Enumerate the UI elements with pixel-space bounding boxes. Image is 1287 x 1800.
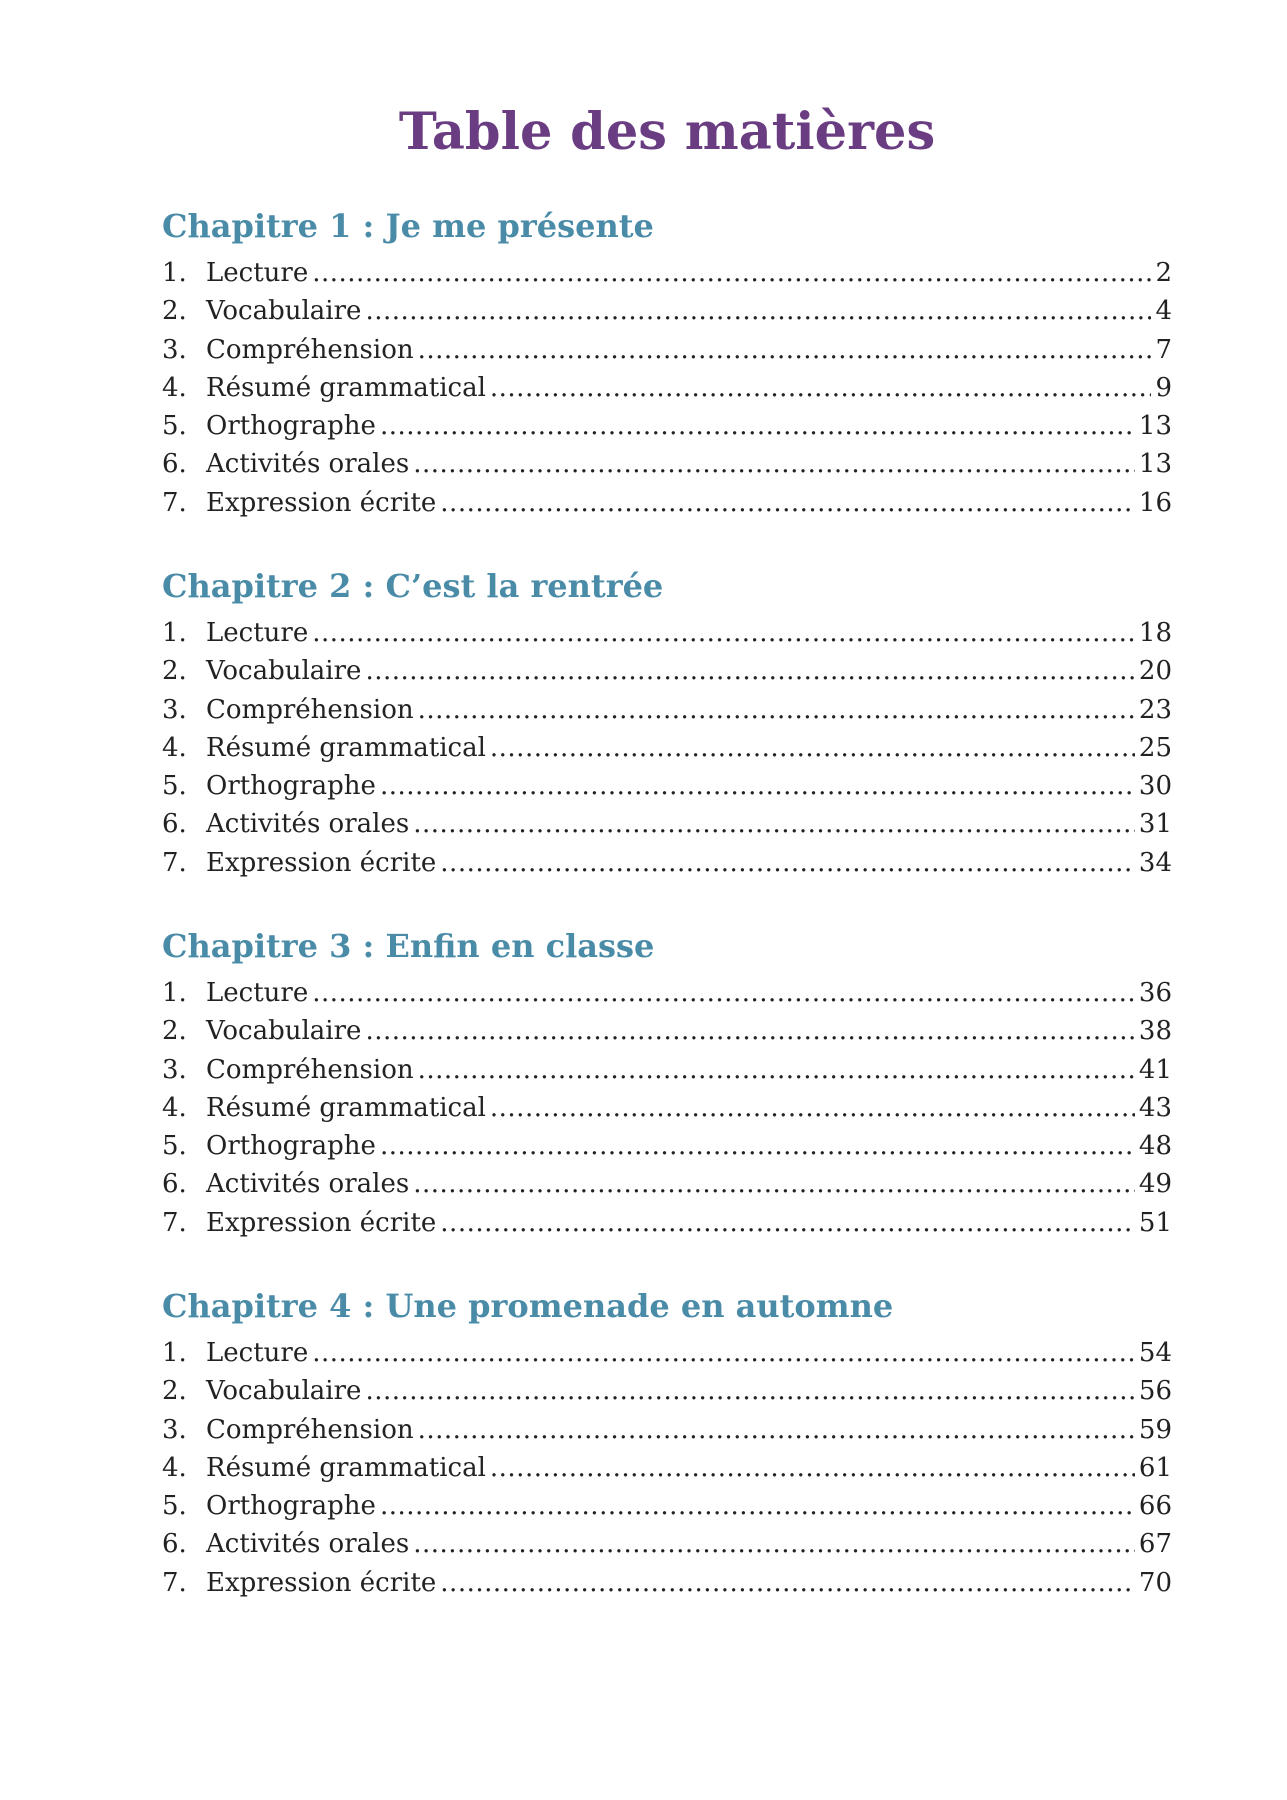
toc-entry-label[interactable]: Expression écrite [206,847,437,878]
dot-leader [380,1487,1135,1525]
toc-entry-page[interactable]: 49 [1138,1169,1172,1200]
toc-entry-label[interactable]: Compréhension [206,1054,414,1085]
dot-leader [413,805,1135,843]
toc-list [162,1334,1172,1602]
toc-entry[interactable] [162,1564,1172,1602]
toc-entry-label[interactable]: Activités orales [206,1169,410,1200]
toc-list [162,254,1172,522]
toc-entry[interactable] [162,1204,1172,1242]
dot-leader [365,292,1151,330]
toc-entry-number: 2. [162,296,187,327]
toc-entry[interactable] [162,974,1172,1012]
toc-entry-label[interactable]: Activités orales [206,809,410,840]
dot-leader [380,407,1135,445]
dot-leader [418,331,1152,369]
toc-entry-page[interactable]: 51 [1138,1207,1172,1238]
dot-leader [312,614,1135,652]
toc-entry-page[interactable]: 30 [1138,771,1172,802]
dot-leader [413,445,1135,483]
dot-leader [365,1372,1134,1410]
toc-entry-number: 4. [162,732,187,763]
toc-entry-page[interactable]: 54 [1138,1338,1172,1368]
toc-entry[interactable] [162,1525,1172,1563]
toc-entry-page[interactable]: 41 [1138,1054,1172,1085]
toc-entry-number: 6. [162,1529,187,1560]
toc-entry-page[interactable]: 61 [1138,1452,1172,1483]
toc-entry-number: 4. [162,1092,187,1123]
toc-entry-label[interactable]: Résumé grammatical [206,1452,486,1483]
toc-entry-number: 2. [162,1376,187,1407]
dot-leader [490,1449,1135,1487]
toc-entry-number: 3. [162,1054,187,1085]
toc-entry-page[interactable]: 25 [1138,732,1172,763]
chapter-title[interactable]: Chapitre 2 : C’est la rentrée [162,567,664,605]
toc-entry-number: 7. [162,1567,187,1598]
toc-entry-page[interactable]: 36 [1138,978,1172,1008]
toc-entry-label[interactable]: Expression écrite [206,487,437,518]
toc-entry-number: 6. [162,449,187,480]
toc-entry[interactable] [162,767,1172,805]
toc-entry-number: 2. [162,656,187,687]
toc-entry[interactable] [162,407,1172,445]
toc-entry-label[interactable]: Expression écrite [206,1567,437,1598]
toc-entry[interactable] [162,614,1172,652]
toc-entry-page[interactable]: 20 [1138,656,1172,687]
toc-list [162,974,1172,1242]
toc-entry[interactable] [162,1089,1172,1127]
toc-entry[interactable] [162,1334,1172,1372]
toc-entry-label[interactable]: Compréhension [206,694,414,725]
toc-entry-page[interactable]: 67 [1138,1529,1172,1560]
toc-entry-label[interactable]: Vocabulaire [206,656,362,687]
toc-entry-number: 3. [162,334,187,365]
toc-list [162,614,1172,882]
toc-entry[interactable] [162,1012,1172,1050]
toc-entry-page[interactable]: 16 [1138,487,1172,518]
toc-entry[interactable] [162,1411,1172,1449]
toc-entry-page[interactable]: 7 [1155,334,1172,365]
toc-entry-label[interactable]: Lecture [206,1338,309,1368]
toc-entry-label[interactable]: Vocabulaire [206,1376,362,1407]
chapter-1 [162,202,1172,522]
dot-leader [418,691,1135,729]
toc-entry-label[interactable]: Activités orales [206,449,410,480]
toc-entry-number: 3. [162,694,187,725]
dot-leader [440,1204,1135,1242]
toc-entry-number: 5. [162,1131,187,1162]
toc-entry-number: 2. [162,1016,187,1047]
chapter-2 [162,562,1172,882]
toc-entry[interactable] [162,844,1172,882]
dot-leader [440,1564,1135,1602]
toc-entry-number: 3. [162,1414,187,1445]
toc-entry-page[interactable]: 70 [1138,1567,1172,1598]
toc-entry-number: 5. [162,411,187,442]
toc-entry[interactable] [162,1127,1172,1165]
toc-entry-page[interactable]: 34 [1138,847,1172,878]
toc-entry-number: 1. [162,978,187,1008]
toc-entry[interactable] [162,652,1172,690]
toc-entry-label[interactable]: Orthographe [206,771,376,802]
toc-entry[interactable] [162,331,1172,369]
toc-entry-page[interactable]: 43 [1138,1092,1172,1123]
toc-entry-number: 1. [162,618,187,648]
toc-entry-number: 4. [162,1452,187,1483]
toc-entry-label[interactable]: Activités orales [206,1529,410,1560]
toc-entry[interactable] [162,1449,1172,1487]
dot-leader [312,1334,1135,1372]
dot-leader [418,1051,1135,1089]
dot-leader [365,1012,1134,1050]
chapter-title[interactable]: Chapitre 4 : Une promenade en automne [162,1287,894,1325]
toc-entry[interactable] [162,1051,1172,1089]
toc-entry[interactable] [162,1165,1172,1203]
toc-entry[interactable] [162,805,1172,843]
toc-entry-page[interactable]: 13 [1138,449,1172,480]
dot-leader [365,652,1134,690]
toc-entry-page[interactable]: 48 [1138,1131,1172,1162]
dot-leader [380,1127,1135,1165]
toc-entry-number: 7. [162,1207,187,1238]
toc-entry-number: 5. [162,771,187,802]
dot-leader [312,974,1135,1012]
chapter-4 [162,1282,1172,1602]
toc-entry[interactable] [162,292,1172,330]
dot-leader [490,1089,1135,1127]
toc-entry[interactable] [162,369,1172,407]
toc-entry-label[interactable]: Vocabulaire [206,1016,362,1047]
toc-entry[interactable] [162,254,1172,292]
dot-leader [440,844,1135,882]
toc-entry-number: 4. [162,372,187,403]
dot-leader [490,729,1135,767]
toc-entry[interactable] [162,729,1172,767]
toc-entry[interactable] [162,445,1172,483]
toc-entry-page[interactable]: 18 [1138,618,1172,648]
dot-leader [413,1525,1135,1563]
page-title: Table des matières [398,102,936,162]
toc-entry-number: 1. [162,258,187,288]
toc-entry-number: 7. [162,847,187,878]
toc-entry[interactable] [162,1487,1172,1525]
toc-entry-number: 5. [162,1491,187,1522]
toc-entry-number: 7. [162,487,187,518]
toc-entry-label[interactable]: Orthographe [206,411,376,442]
toc-entry-label[interactable]: Résumé grammatical [206,1092,486,1123]
toc-entry-label[interactable]: Orthographe [206,1491,376,1522]
dot-leader [440,484,1135,522]
toc-entry-label[interactable]: Vocabulaire [206,296,362,327]
toc-entry-page[interactable]: 59 [1138,1414,1172,1445]
toc-entry[interactable] [162,484,1172,522]
toc-entry-page[interactable]: 38 [1138,1016,1172,1047]
toc-entry-page[interactable]: 9 [1155,372,1172,403]
dot-leader [413,1165,1135,1203]
toc-entry-number: 6. [162,1169,187,1200]
dot-leader [418,1411,1135,1449]
toc-entry-page[interactable]: 31 [1138,809,1172,840]
toc-entry-page[interactable]: 13 [1138,411,1172,442]
toc-entry-label[interactable]: Résumé grammatical [206,732,486,763]
chapter-title[interactable]: Chapitre 3 : Enfin en classe [162,927,655,965]
chapter-3 [162,922,1172,1242]
toc-entry[interactable] [162,1372,1172,1410]
toc-entry-label[interactable]: Lecture [206,978,309,1008]
toc-entry-label[interactable]: Lecture [206,618,309,648]
toc-entry-label[interactable]: Lecture [206,258,309,288]
toc-entry-label[interactable]: Orthographe [206,1131,376,1162]
dot-leader [380,767,1135,805]
chapter-title[interactable]: Chapitre 1 : Je me présente [162,207,654,245]
toc-entry-label[interactable]: Compréhension [206,334,414,365]
toc-entry-label[interactable]: Compréhension [206,1414,414,1445]
toc-entry-page[interactable]: 66 [1138,1491,1172,1522]
toc-entry-label[interactable]: Expression écrite [206,1207,437,1238]
toc-entry-page[interactable]: 2 [1155,258,1172,288]
toc-entry-label[interactable]: Résumé grammatical [206,372,486,403]
dot-leader [312,254,1151,292]
toc-entry[interactable] [162,691,1172,729]
toc-entry-number: 1. [162,1338,187,1368]
toc-entry-page[interactable]: 56 [1138,1376,1172,1407]
toc-entry-page[interactable]: 23 [1138,694,1172,725]
dot-leader [490,369,1152,407]
toc-entry-number: 6. [162,809,187,840]
toc-entry-page[interactable]: 4 [1155,296,1172,327]
